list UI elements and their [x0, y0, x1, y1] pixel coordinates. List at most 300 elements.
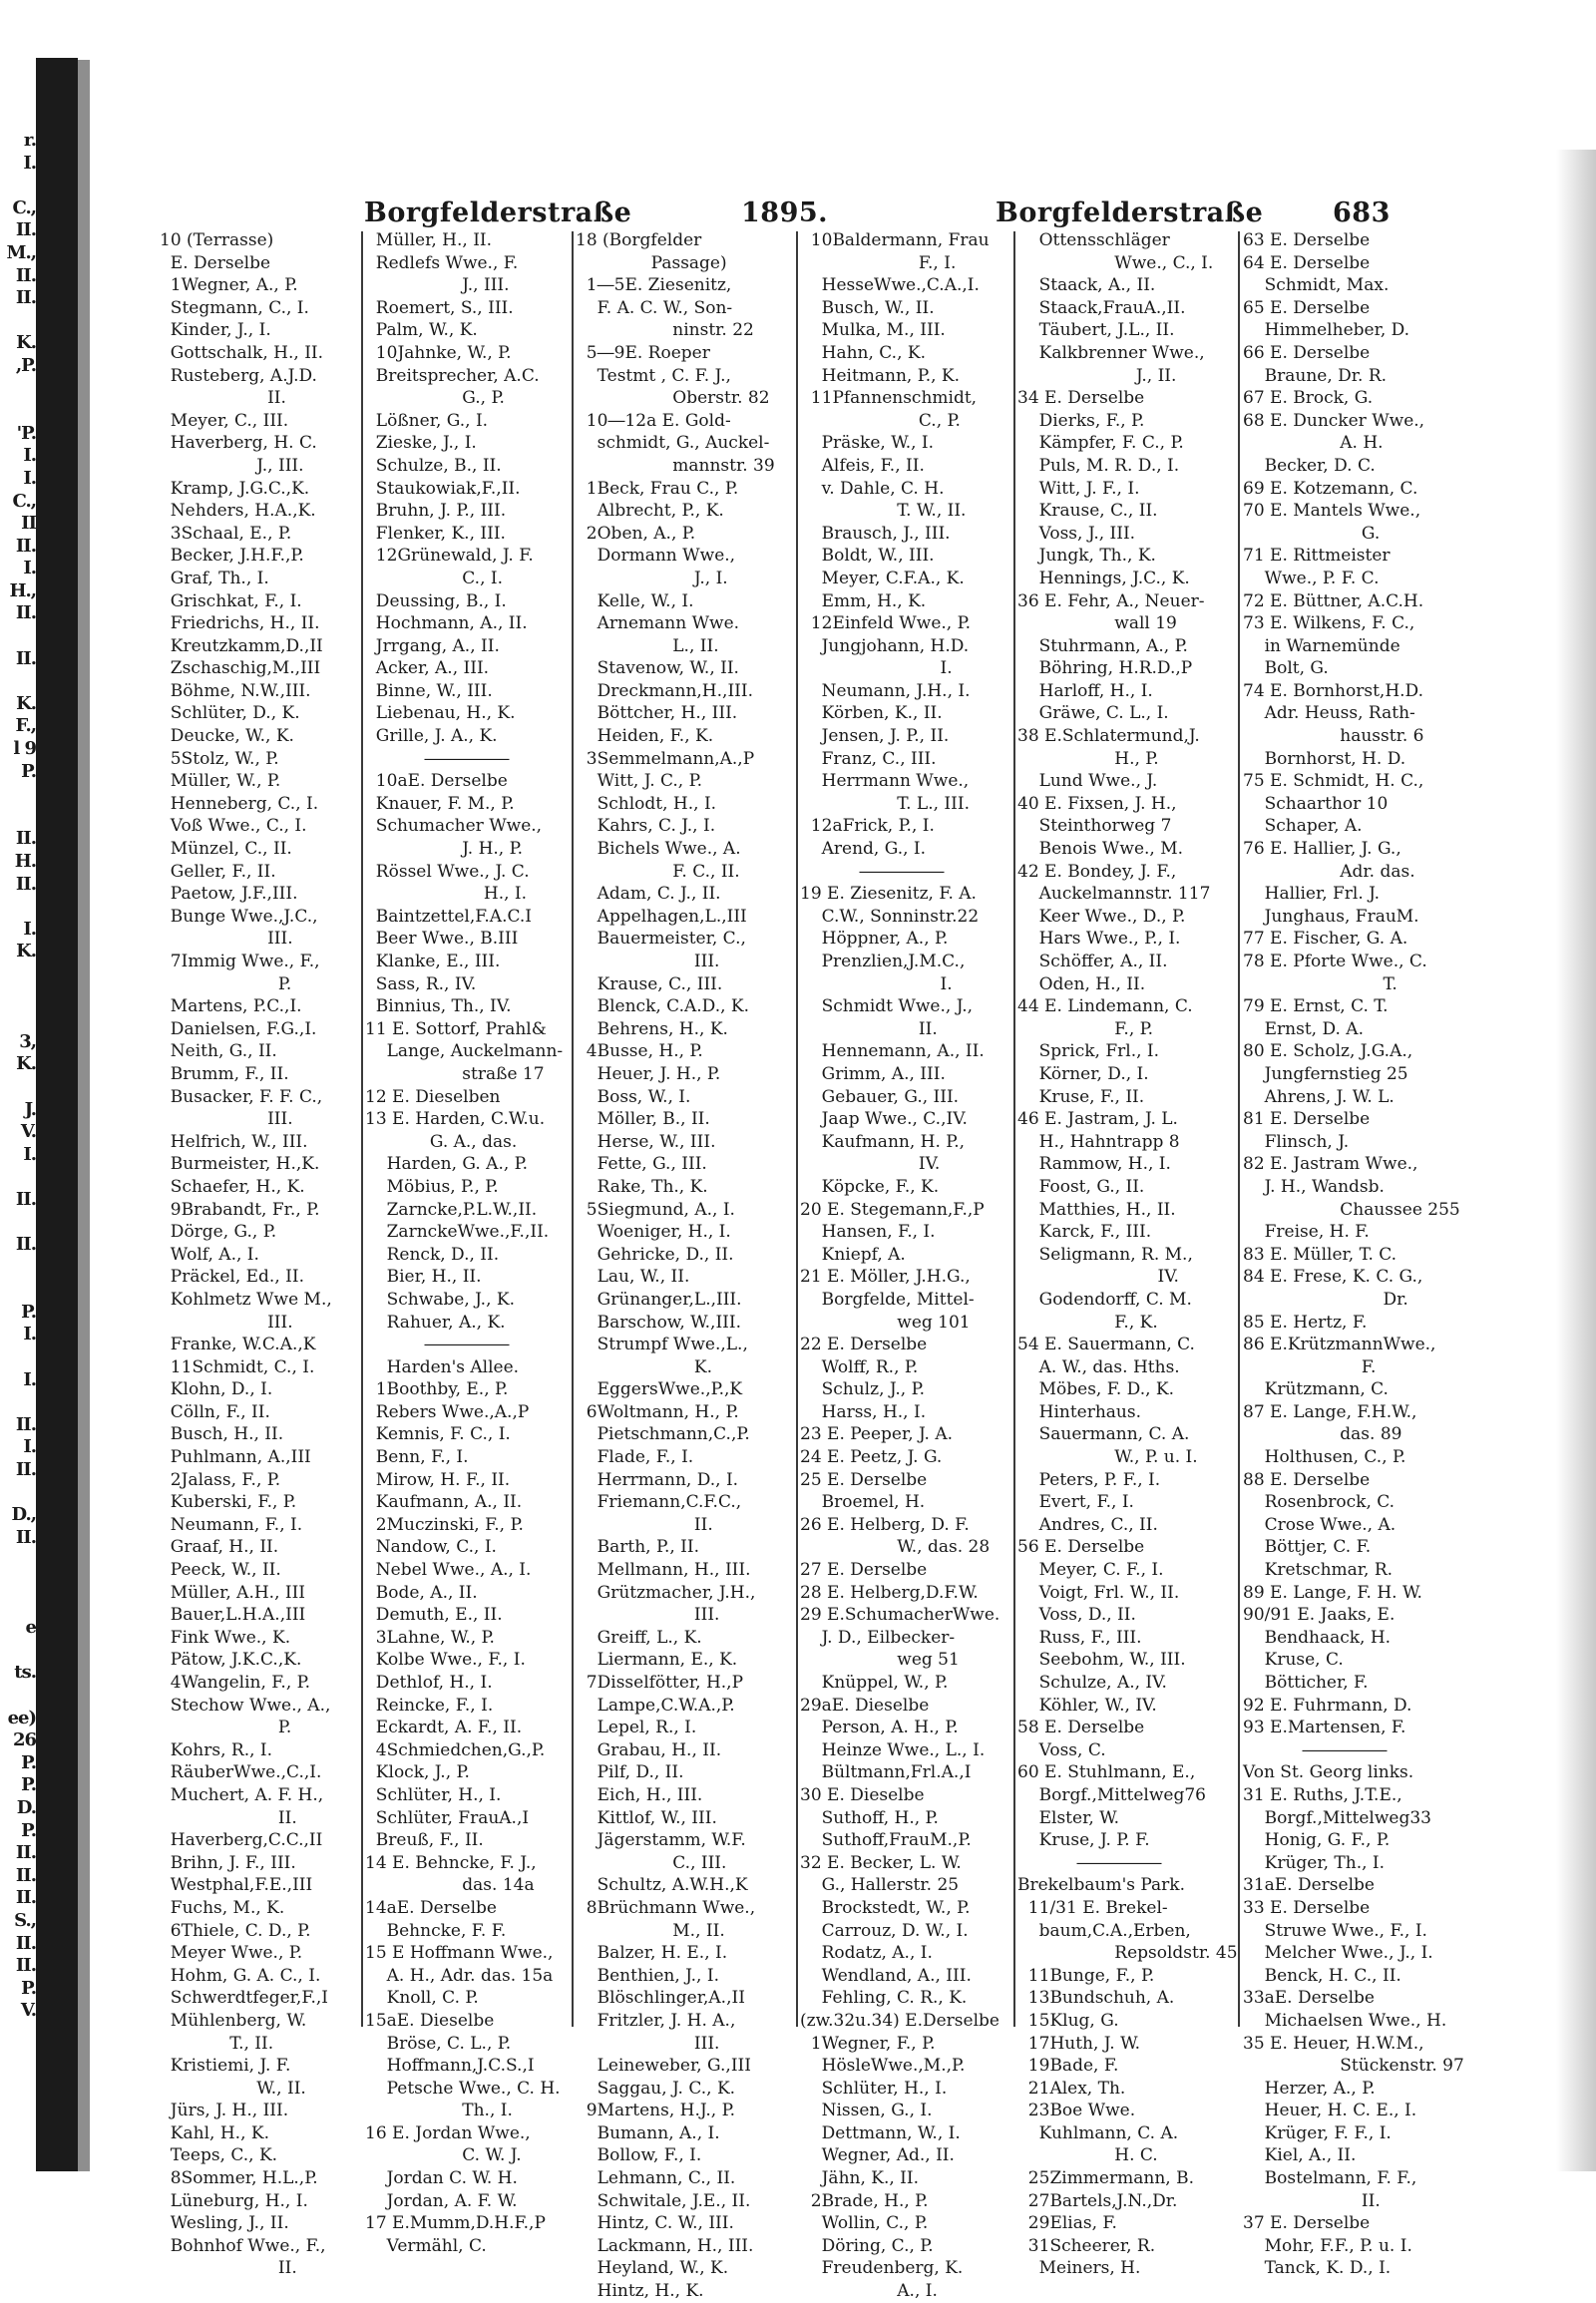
directory-entry: Suthoff,FrauM.,P.: [800, 1830, 972, 1851]
directory-entry: Grützmacher, J.H.,: [576, 1582, 756, 1603]
directory-entry: ―――――: [1243, 1739, 1388, 1760]
fragment-text: II.: [15, 873, 36, 895]
fragment-text: II.: [15, 1932, 36, 1954]
directory-entry: Kuberski, F., P.: [160, 1492, 297, 1513]
directory-entry: Fehling, C. R., K.: [800, 1988, 968, 2009]
directory-entry: Präske, W., I.: [800, 433, 935, 454]
directory-entry: Eich, H., III.: [576, 1784, 703, 1805]
directory-entry: mannstr. 39: [576, 455, 775, 476]
directory-entry: Muchert, A. F. H.,: [160, 1784, 324, 1805]
directory-entry: F., P.: [1017, 1018, 1154, 1039]
directory-entry: Schlüter, D., K.: [160, 703, 300, 724]
directory-entry: 15 E Hoffmann Wwe.,: [365, 1943, 554, 1964]
directory-entry: 10Jahnke, W., P.: [365, 342, 512, 363]
directory-entry: weg 51: [800, 1650, 960, 1671]
fragment-text: II.: [15, 1955, 36, 1977]
directory-entry: Dormann Wwe.,: [576, 546, 736, 567]
fragment-text: I.: [23, 1436, 36, 1458]
directory-entry: das. 89: [1243, 1424, 1402, 1445]
directory-entry: 11Schmidt, C., I.: [160, 1356, 315, 1377]
directory-entry: III.: [160, 1109, 293, 1130]
fragment-text: [0, 1640, 36, 1663]
directory-entry: Harden, G. A., P.: [365, 1154, 529, 1175]
directory-entry: ―――――: [365, 1335, 510, 1355]
directory-entry: Hinterhaus.: [1017, 1401, 1142, 1422]
directory-entry: Benck, H. C., II.: [1243, 1965, 1401, 1986]
directory-entry: Grimm, A., III.: [800, 1063, 946, 1084]
directory-entry: Acker, A., III.: [365, 658, 490, 679]
directory-entry: 38 E.Schlatermund,J.: [1017, 726, 1200, 747]
directory-entry: Täubert, J.L., II.: [1017, 320, 1175, 341]
directory-entry: Hennemann, A., II.: [800, 1041, 985, 1062]
directory-entry: Schöffer, A., II.: [1017, 952, 1168, 971]
directory-entry: Deucke, W., K.: [160, 726, 294, 747]
directory-entry: Emm, H., K.: [800, 590, 927, 611]
directory-entry: 10Baldermann, Frau: [800, 230, 990, 250]
directory-entry: Schultz, A.W.H.,K: [576, 1875, 748, 1896]
directory-entry: Schulz, J., P.: [800, 1379, 925, 1400]
directory-entry: II.: [576, 1514, 713, 1535]
fragment-text: [0, 1595, 36, 1618]
binding-shadow: [78, 60, 90, 2171]
fragment-text: II.: [15, 1864, 36, 1886]
fragment-text: P.: [21, 760, 36, 782]
directory-entry: Meyer Wwe., P.: [160, 1943, 303, 1964]
directory-entry: Rammow, H., I.: [1017, 1154, 1171, 1175]
directory-entry: 86 E.KrützmannWwe.,: [1243, 1335, 1436, 1355]
directory-entry: Brihn, J. F., III.: [160, 1852, 296, 1873]
fragment-text: P.: [21, 1819, 36, 1841]
directory-entry: Lehmann, C., II.: [576, 2168, 736, 2189]
directory-entry: Boss, W., I.: [576, 1086, 691, 1107]
directory-entry: Evert, F., I.: [1017, 1492, 1134, 1513]
directory-entry: Westphal,F.E.,III: [160, 1875, 313, 1896]
directory-entry: 10aE. Derselbe: [365, 771, 508, 792]
directory-entry: Voß Wwe., C., I.: [160, 816, 307, 837]
directory-entry: Knauer, F. M., P.: [365, 793, 515, 814]
binding-gutter: [36, 58, 78, 2171]
directory-entry: Harloff, H., I.: [1017, 680, 1153, 701]
directory-entry: Blenck, C.A.D., K.: [576, 996, 750, 1017]
fragment-text: C.,: [12, 196, 36, 218]
directory-entry: Schwerdtfeger,F.,I: [160, 1988, 329, 2009]
directory-entry: Bunge Wwe.,J.C.,: [160, 906, 318, 927]
directory-entry: Müller, H., II.: [365, 230, 493, 250]
fragment-text: I.: [23, 445, 36, 467]
directory-entry: 63 E. Derselbe: [1243, 230, 1371, 250]
fragment-text: P.: [21, 1977, 36, 1999]
fragment-text: K.: [16, 1053, 36, 1075]
directory-entry: Benois Wwe., M.: [1017, 839, 1184, 860]
directory-entry: Dörge, G., P.: [160, 1222, 277, 1243]
fragment-text: P.: [21, 1751, 36, 1773]
directory-entry: 64 E. Derselbe: [1243, 252, 1371, 273]
directory-entry: Grischkat, F., I.: [160, 590, 302, 611]
directory-entry: F. C., II.: [576, 861, 740, 882]
directory-entry: Arend, G., I.: [800, 839, 927, 860]
fragment-text: K.: [16, 332, 36, 354]
directory-entry: J., III.: [365, 275, 510, 296]
directory-column-5: [1017, 229, 1238, 2279]
directory-entry: Schulze, A., IV.: [1017, 1673, 1167, 1693]
fragment-text: [0, 1549, 36, 1572]
directory-entry: 28 E. Helberg,D.F.W.: [800, 1582, 979, 1603]
directory-entry: Pietschmann,C.,P.: [576, 1424, 750, 1445]
directory-entry: Harden's Allee.: [365, 1356, 520, 1377]
directory-entry: Herse, W., III.: [576, 1131, 716, 1152]
directory-entry: Heuer, H. C. E., I.: [1243, 2101, 1417, 2121]
directory-entry: Kramp, J.G.C.,K.: [160, 478, 310, 499]
directory-entry: M., II.: [576, 1920, 725, 1941]
directory-entry: Zschaschig,M.,III: [160, 658, 321, 679]
directory-entry: Gebauer, G., III.: [800, 1086, 960, 1107]
directory-entry: Ernst, D. A.: [1243, 1018, 1364, 1039]
directory-entry: Geller, F., II.: [160, 861, 276, 882]
directory-entry: Müller, A.H., III: [160, 1582, 306, 1603]
directory-entry: Auckelmannstr. 117: [1017, 884, 1211, 905]
directory-entry: Bichels Wwe., A.: [576, 839, 741, 860]
directory-entry: IV.: [800, 1154, 941, 1175]
directory-entry: 80 E. Scholz, J.G.A.,: [1243, 1041, 1413, 1062]
directory-entry: 92 E. Fuhrmann, D.: [1243, 1695, 1412, 1716]
directory-entry: G.: [1243, 523, 1381, 544]
fragment-text: C.,: [12, 490, 36, 512]
directory-entry: Dethlof, H., I.: [365, 1673, 493, 1693]
directory-entry: 9Brabandt, Fr., P.: [160, 1199, 320, 1220]
fragment-text: [0, 1166, 36, 1189]
directory-entry: 23 E. Peeper, J. A.: [800, 1424, 954, 1445]
page-header: [160, 197, 1391, 233]
directory-entry: Adr. Heuss, Rath-: [1243, 703, 1415, 724]
directory-entry: Palm, W., K.: [365, 320, 478, 341]
directory-entry: 73 E. Wilkens, F. C.,: [1243, 613, 1415, 634]
directory-entry: Beer Wwe., B.III: [365, 929, 519, 950]
directory-entry: Kalkbrenner Wwe.,: [1017, 342, 1205, 363]
directory-entry: Neumann, F., I.: [160, 1514, 303, 1535]
directory-column-4: [800, 229, 1011, 2302]
directory-entry: Hintz, H., K.: [576, 2281, 704, 2302]
directory-entry: v. Dahle, C. H.: [800, 478, 945, 499]
directory-entry: Grünanger,L.,III.: [576, 1289, 742, 1310]
directory-entry: Henneberg, C., I.: [160, 793, 319, 814]
directory-entry: F., K.: [1017, 1312, 1158, 1333]
directory-entry: Person, A. H., P.: [800, 1718, 959, 1738]
directory-entry: Tanck, K. D., I.: [1243, 2258, 1392, 2279]
fragment-text: D.,: [11, 1504, 36, 1526]
directory-entry: Binne, W., III.: [365, 680, 493, 701]
directory-entry: Zarncke,P.L.W.,II.: [365, 1199, 538, 1220]
fragment-text: [0, 1279, 36, 1302]
directory-entry: 56 E. Derselbe: [1017, 1537, 1145, 1558]
directory-entry: Sauermann, C. A.: [1017, 1424, 1190, 1445]
directory-entry: 15Klug, G.: [1017, 2010, 1119, 2031]
directory-entry: Bendhaack, H.: [1243, 1627, 1392, 1648]
fragment-text: [0, 400, 36, 423]
directory-entry: Appelhagen,L.,III: [576, 906, 747, 927]
directory-entry: Demuth, E., II.: [365, 1605, 503, 1626]
directory-entry: Wollin, C., P.: [800, 2213, 929, 2234]
directory-entry: Rusteberg, A.J.D.: [160, 365, 317, 386]
directory-entry: schmidt, G., Auckel-: [576, 433, 770, 454]
directory-entry: Schmidt, Max.: [1243, 275, 1390, 296]
directory-entry: 8Sommer, H.L.,P.: [160, 2168, 318, 2189]
directory-entry: 1Boothby, E., P.: [365, 1379, 509, 1400]
fragment-text: [0, 378, 36, 401]
directory-entry: Suthoff, H., P.: [800, 1807, 939, 1828]
directory-entry: T. W., II.: [800, 501, 967, 522]
directory-entry: II.: [160, 1807, 297, 1828]
directory-entry: G., P.: [365, 388, 505, 409]
directory-entry: 20 E. Stegemann,F.,P: [800, 1199, 985, 1220]
fragment-text: 3,: [19, 1030, 36, 1052]
directory-entry: Kohlmetz Wwe M.,: [160, 1289, 332, 1310]
directory-entry: Oberstr. 82: [576, 388, 770, 409]
directory-entry: ―――――: [365, 748, 510, 769]
directory-entry: Hochmann, A., II.: [365, 613, 528, 634]
directory-entry: Puls, M. R. D., I.: [1017, 455, 1180, 476]
directory-entry: Bostelmann, F. F.,: [1243, 2168, 1417, 2189]
fragment-text: S.,: [14, 1909, 36, 1931]
directory-entry: Staack,FrauA.,II.: [1017, 297, 1186, 318]
directory-entry: Knoll, C. P.: [365, 1988, 479, 2009]
directory-entry: 21Alex, Th.: [1017, 2078, 1126, 2099]
fragment-text: [0, 1346, 36, 1369]
directory-entry: Testmt , C. F. J.,: [576, 365, 731, 386]
directory-entry: Bier, H., II.: [365, 1267, 482, 1288]
directory-entry: 1Wegner, A., P.: [160, 275, 298, 296]
directory-entry: Paetow, J.F.,III.: [160, 884, 298, 905]
directory-entry: W., das. 28: [800, 1537, 991, 1558]
directory-entry: Grabau, H., II.: [576, 1739, 722, 1760]
directory-entry: 65 E. Derselbe: [1243, 297, 1371, 318]
directory-entry: 5Siegmund, A., I.: [576, 1199, 735, 1220]
fragment-text: [0, 1572, 36, 1595]
directory-entry: Michaelsen Wwe., H.: [1243, 2010, 1447, 2031]
directory-entry: Köpcke, F., K.: [800, 1176, 940, 1197]
directory-entry: Keer Wwe., D., P.: [1017, 906, 1186, 927]
directory-entry: Borgf.,Mittelweg33: [1243, 1807, 1431, 1828]
header-year: 1895.: [741, 197, 829, 228]
directory-entry: Stechow Wwe., A.,: [160, 1695, 331, 1716]
directory-entry: E. Derselbe: [160, 252, 271, 273]
directory-entry: Blöschlinger,A.,II: [576, 1988, 745, 2009]
directory-entry: Ahrens, J. W. L.: [1243, 1086, 1395, 1107]
directory-entry: Karck, F., III.: [1017, 1222, 1152, 1243]
directory-entry: Kruse, J. P. F.: [1017, 1830, 1150, 1851]
fragment-text: [0, 1008, 36, 1031]
directory-entry: Jaap Wwe., C.,IV.: [800, 1109, 968, 1130]
directory-column-6: [1243, 229, 1474, 2279]
directory-entry: Rahuer, A., K.: [365, 1312, 506, 1333]
directory-entry: 11Pfannenschmidt,: [800, 388, 978, 409]
directory-entry: 10 (Terrasse): [160, 230, 274, 250]
directory-entry: J. D., Eilbecker-: [800, 1627, 956, 1648]
directory-entry: 4Busse, H., P.: [576, 1041, 703, 1062]
directory-entry: Hars Wwe., P., I.: [1017, 929, 1181, 950]
directory-entry: Dierks, F., P.: [1017, 410, 1145, 431]
directory-entry: 81 E. Derselbe: [1243, 1109, 1371, 1130]
directory-entry: Becker, J.H.F.,P.: [160, 546, 304, 567]
directory-entry: Arnemann Wwe.: [576, 613, 740, 634]
fragment-text: 26: [12, 1729, 36, 1751]
directory-entry: Benthien, J., I.: [576, 1965, 719, 1986]
fragment-text: ee): [7, 1707, 36, 1728]
directory-entry: Stückenstr. 97: [1243, 2056, 1464, 2077]
directory-entry: A. W., das. Hths.: [1017, 1356, 1180, 1377]
directory-entry: Lampe,C.W.A.,P.: [576, 1695, 735, 1716]
directory-entry: Jähn, K., II.: [800, 2168, 920, 2189]
column-rule: [1238, 231, 1240, 2027]
directory-entry: 60 E. Stuhlmann, E.,: [1017, 1762, 1196, 1783]
directory-entry: Schaper, A.: [1243, 816, 1363, 837]
directory-entry: Neith, G., II.: [160, 1041, 277, 1062]
directory-entry: Th., I.: [365, 2101, 513, 2121]
directory-entry: III.: [160, 1312, 293, 1333]
directory-entry: Cölln, F., II.: [160, 1401, 270, 1422]
directory-entry: W., P. u. I.: [1017, 1447, 1198, 1468]
directory-entry: Voigt, Frl. W., II.: [1017, 1582, 1180, 1603]
directory-entry: 31Scheerer, R.: [1017, 2235, 1156, 2256]
directory-entry: Balzer, H. E., I.: [576, 1943, 728, 1964]
directory-entry: Bruhn, J. P., III.: [365, 501, 507, 522]
directory-entry: 36 E. Fehr, A., Neuer-: [1017, 590, 1205, 611]
directory-entry: Wolf, A., I.: [160, 1244, 259, 1265]
directory-entry: Gräwe, C. L., I.: [1017, 703, 1169, 724]
directory-entry: Fette, G., III.: [576, 1154, 707, 1175]
directory-entry: Mellmann, H., III.: [576, 1560, 751, 1581]
fragment-text: [0, 963, 36, 986]
directory-entry: Klanke, E., III.: [365, 952, 501, 971]
directory-entry: Busacker, F. F. C.,: [160, 1086, 323, 1107]
directory-entry: 3Semmelmann,A.,P: [576, 748, 755, 769]
fragment-text: ts.: [14, 1662, 36, 1684]
directory-entry: Bolt, G.: [1243, 658, 1329, 679]
directory-entry: ninstr. 22: [576, 320, 754, 341]
directory-entry: Wegner, Ad., II.: [800, 2145, 955, 2166]
directory-entry: ZarnckeWwe.,F.,II.: [365, 1222, 550, 1243]
directory-entry: 32 E. Becker, L. W.: [800, 1852, 962, 1873]
directory-entry: J., II.: [1017, 365, 1177, 386]
directory-entry: Klock, J., P.: [365, 1762, 470, 1783]
directory-entry: 37 E. Derselbe: [1243, 2213, 1371, 2234]
directory-entry: Becker, D. C.: [1243, 455, 1376, 476]
directory-entry: Bornhorst, H. D.: [1243, 748, 1406, 769]
fragment-text: P.: [21, 1301, 36, 1323]
directory-entry: Kohrs, R., I.: [160, 1739, 273, 1760]
directory-entry: Pätow, J.K.C.,K.: [160, 1650, 302, 1671]
directory-entry: Woeniger, H., I.: [576, 1222, 731, 1243]
directory-entry: Nissen, G., I.: [800, 2101, 933, 2121]
directory-entry: 34 E. Derselbe: [1017, 388, 1145, 409]
directory-entry: Himmelheber, D.: [1243, 320, 1410, 341]
directory-entry: Lange, Auckelmann-: [365, 1041, 564, 1062]
header-street-right: Borgfelderstraße: [996, 197, 1264, 228]
directory-entry: Seebohm, W., III.: [1017, 1650, 1186, 1671]
directory-entry: Kämpfer, F. C., P.: [1017, 433, 1184, 454]
fragment-text: [0, 1391, 36, 1414]
directory-entry: 1―5E. Ziesenitz,: [576, 275, 732, 296]
directory-entry: Kahl, H., K.: [160, 2122, 269, 2143]
directory-entry: Nandow, C., I.: [365, 1537, 497, 1558]
fragment-text: I.: [23, 1324, 36, 1345]
directory-entry: I.: [800, 658, 953, 679]
fragment-text: I.: [23, 467, 36, 489]
fragment-text: V.: [20, 1121, 36, 1143]
directory-entry: Fink Wwe., K.: [160, 1627, 291, 1648]
directory-entry: A. H.: [1243, 433, 1384, 454]
directory-entry: 84 E. Frese, K. C. G.,: [1243, 1267, 1423, 1288]
directory-entry: 40 E. Fixsen, J. H.,: [1017, 793, 1177, 814]
directory-entry: Godendorff, C. M.: [1017, 1289, 1192, 1310]
directory-entry: 82 E. Jastram Wwe.,: [1243, 1154, 1418, 1175]
directory-entry: Burmeister, H.,K.: [160, 1154, 320, 1175]
directory-entry: ―――――: [1017, 1852, 1162, 1873]
directory-entry: P.: [160, 1718, 292, 1738]
fragment-text: II.: [15, 287, 36, 309]
directory-entry: Stavenow, W., II.: [576, 658, 739, 679]
directory-entry: Dreckmann,H.,III.: [576, 680, 753, 701]
directory-entry: Alfeis, F., II.: [800, 455, 925, 476]
directory-entry: 33aE. Derselbe: [1243, 1988, 1375, 2009]
directory-entry: Voss, J., III.: [1017, 523, 1136, 544]
directory-entry: Adam, C. J., II.: [576, 884, 721, 905]
directory-entry: Klohn, D., I.: [160, 1379, 273, 1400]
directory-entry: Helfrich, W., III.: [160, 1131, 308, 1152]
fragment-text: II.: [15, 535, 36, 557]
directory-entry: 13 E. Harden, C.W.u.: [365, 1109, 546, 1130]
fragment-text: II.: [15, 1842, 36, 1864]
directory-entry: Wesling, J., II.: [160, 2213, 289, 2234]
directory-entry: Greiff, L., K.: [576, 1627, 702, 1648]
directory-entry: Wwe., C., I.: [1017, 252, 1214, 273]
directory-entry: Kahrs, C. J., I.: [576, 816, 716, 837]
directory-entry: Möller, B., II.: [576, 1109, 710, 1130]
directory-entry: Möbius, P., P.: [365, 1176, 499, 1197]
directory-entry: Peeck, W., II.: [160, 1560, 281, 1581]
directory-entry: Freise, H. F.: [1243, 1222, 1370, 1243]
directory-entry: Meiners, H.: [1017, 2258, 1141, 2279]
directory-entry: 58 E. Derselbe: [1017, 1718, 1145, 1738]
directory-entry: Jungjohann, H.D.: [800, 635, 970, 656]
directory-entry: Lund Wwe., J.: [1017, 771, 1158, 792]
directory-entry: A., I.: [800, 2281, 938, 2302]
directory-entry: Lau, W., II.: [576, 1267, 690, 1288]
fragment-text: r.: [23, 130, 36, 151]
directory-entry: 15aE. Dieselbe: [365, 2010, 495, 2031]
fragment-text: H.,: [9, 579, 36, 601]
directory-entry: Carrouz, D. W., I.: [800, 1920, 969, 1941]
directory-entry: Jrrgang, A., II.: [365, 635, 500, 656]
directory-entry: Nebel Wwe., A., I.: [365, 1560, 532, 1581]
directory-entry: Münzel, C., II.: [160, 839, 292, 860]
directory-entry: 2Oben, A., P.: [576, 523, 696, 544]
directory-entry: Leineweber, G.,III: [576, 2056, 751, 2077]
directory-entry: Bumann, A., I.: [576, 2122, 720, 2143]
directory-entry: 29aE. Dieselbe: [800, 1695, 930, 1716]
directory-entry: EggersWwe.,P.,K: [576, 1379, 743, 1400]
directory-entry: Binnius, Th., IV.: [365, 996, 512, 1017]
fragment-text: II.: [15, 264, 36, 286]
directory-entry: Krüger, F. F., I.: [1243, 2122, 1392, 2143]
directory-entry: Kreutzkamm,D.,II: [160, 635, 323, 656]
directory-entry: Kruse, C.: [1243, 1650, 1344, 1671]
directory-entry: Lößner, G., I.: [365, 410, 489, 431]
directory-entry: Kaufmann, A., II.: [365, 1492, 523, 1513]
directory-entry: II.: [800, 1018, 938, 1039]
directory-entry: Bröse, C. L., P.: [365, 2033, 512, 2054]
directory-entry: Elster, W.: [1017, 1807, 1120, 1828]
directory-entry: Busch, H., II.: [160, 1424, 284, 1445]
